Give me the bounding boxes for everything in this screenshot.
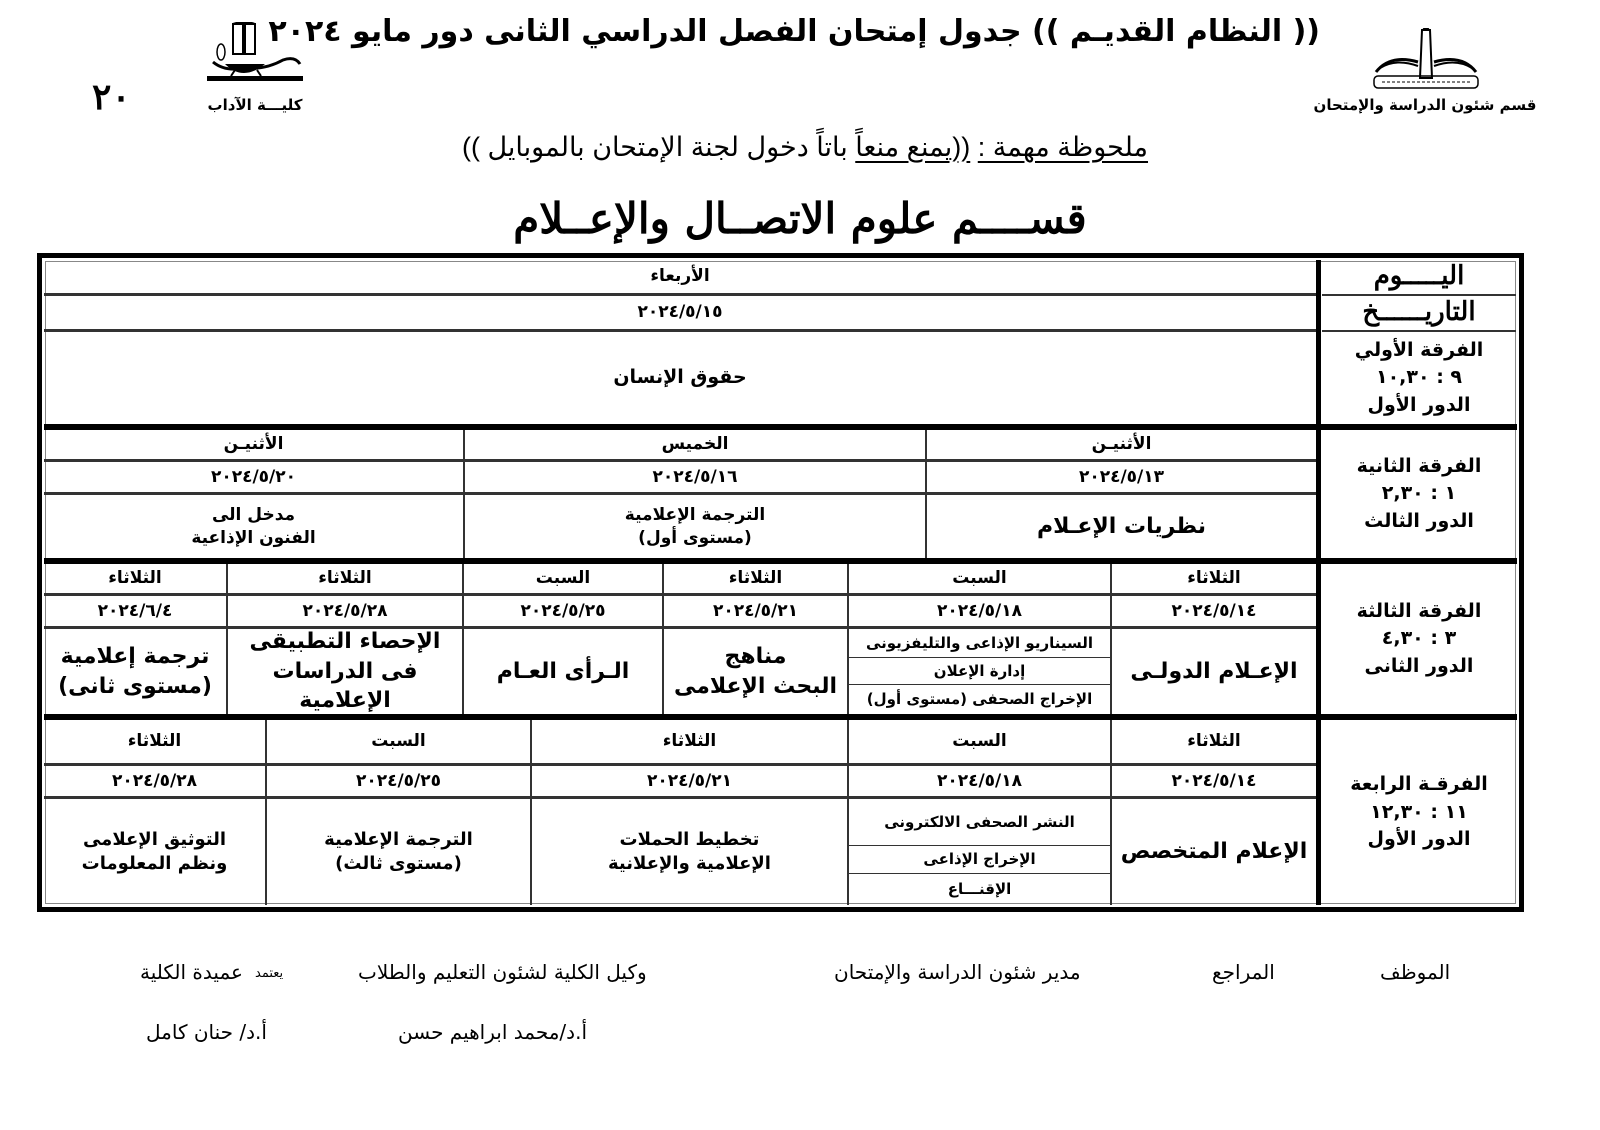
- document-title: (( النظام القديـم )) جدول إمتحان الفصل الدراسي الثانى دور مايو ٢٠٢٤: [268, 14, 1320, 49]
- year-3-exam-2-day: السبت: [847, 564, 1110, 596]
- year-4-exam-3-subject: [530, 799, 847, 905]
- year-4-exam-2-option-3: الإقنـــاع: [847, 874, 1110, 905]
- note-text: باتاً دخول لجنة الإمتحان بالموبايل )): [461, 132, 856, 162]
- label-column-divider: [1316, 260, 1321, 905]
- exam-time: ٣ : ٤,٣٠: [1381, 627, 1457, 650]
- year-2-exam-1-day: الأثنيـن: [925, 430, 1316, 462]
- year-name: الفرقـة الرابعة: [1350, 773, 1488, 796]
- year-1-label: [1322, 332, 1516, 424]
- year-4-exam-1-subject: [1110, 799, 1316, 905]
- year-3-exam-2-option-1: السيناريو الإذاعى والتليفزيونى: [847, 629, 1110, 658]
- year-4-label: [1322, 720, 1516, 905]
- subject-line: الترجمة الإعلامية: [624, 504, 766, 525]
- faculty-name: كليـــة الآداب: [207, 96, 303, 114]
- approve-label: يعتمد: [255, 966, 284, 981]
- year-3-exam-6-day: الثلاثاء: [44, 564, 226, 596]
- page-number: ٢٠: [92, 76, 131, 118]
- subject-line: الإعـلام الدولـى: [1130, 658, 1298, 684]
- subject-line: (مستوى ثالث): [335, 853, 462, 874]
- year-3-exam-3-date: ٢٠٢٤/٥/٢١: [662, 596, 847, 629]
- subject-line: ونظم المعلومات: [81, 853, 228, 874]
- year-2-label: [1322, 430, 1516, 558]
- year-3-label: [1322, 564, 1516, 714]
- year-3-exam-5-subject: [226, 629, 462, 714]
- year-4-exam-2-date: ٢٠٢٤/٥/١٨: [847, 766, 1110, 799]
- faculty-lamp-logo-icon: [205, 22, 305, 86]
- subject-line: نظريات الإعـلام: [1037, 513, 1206, 539]
- year-2-exam-3-day: الأثنيـن: [44, 430, 463, 462]
- year-4-exam-5-subject: [44, 799, 265, 905]
- exam-floor: الدور الثانى: [1364, 654, 1474, 677]
- year-4-exam-4-date: ٢٠٢٤/٥/٢٥: [265, 766, 530, 799]
- year-4-exam-4-subject: [265, 799, 530, 905]
- year-4-exam-4-day: السبت: [265, 720, 530, 766]
- exam-floor: الدور الثالث: [1364, 509, 1474, 532]
- year-1-exam-1-subject: [44, 332, 1316, 424]
- subject-line: تخطيط الحملات: [619, 828, 760, 850]
- subject-line: فى الدراسات الإعلامية: [272, 658, 418, 714]
- exam-floor: الدور الأول: [1367, 828, 1471, 851]
- year-2-exam-2-date: ٢٠٢٤/٥/١٦: [463, 462, 925, 495]
- year-3-exam-4-day: السبت: [462, 564, 662, 596]
- year-name: الفرقة الثالثة: [1356, 599, 1482, 622]
- year-2-exam-1-date: ٢٠٢٤/٥/١٣: [925, 462, 1316, 495]
- year-4-exam-5-date: ٢٠٢٤/٥/٢٨: [44, 766, 265, 799]
- employee-signature-label: الموظف: [1380, 960, 1451, 984]
- subject-line: حقوق الإنسان: [613, 366, 747, 389]
- year-4-exam-1-date: ٢٠٢٤/٥/١٤: [1110, 766, 1316, 799]
- subject-line: ترجمة إعلامية: [60, 643, 210, 669]
- university-obelisk-logo-icon: [1370, 28, 1482, 90]
- reviewer-signature-label: المراجع: [1212, 960, 1275, 984]
- subject-line: التوثيق الإعلامى: [82, 828, 227, 850]
- subject-line: البحث الإعلامى: [673, 673, 838, 699]
- year-3-exam-1-date: ٢٠٢٤/٥/١٤: [1110, 596, 1316, 629]
- year-3-exam-6-date: ٢٠٢٤/٦/٤: [44, 596, 226, 629]
- year-3-exam-4-date: ٢٠٢٤/٥/٢٥: [462, 596, 662, 629]
- study-exams-office-name: قسم شئون الدراسة والإمتحان: [1313, 96, 1537, 114]
- subject-line: (مستوى أول): [638, 527, 752, 548]
- year-3-exam-1-day: الثلاثاء: [1110, 564, 1316, 596]
- year-name: الفرقة الثانية: [1356, 454, 1482, 477]
- subject-line: الإعلام المتخصص: [1120, 839, 1308, 865]
- vice-dean-title: وكيل الكلية لشئون التعليم والطلاب: [358, 960, 647, 984]
- exam-floor: الدور الأول: [1367, 393, 1471, 416]
- day-row-label: اليـــــوم: [1322, 260, 1516, 296]
- year-4-exam-2-day: السبت: [847, 720, 1110, 766]
- subject-line: الإعلامية والإعلانية: [608, 853, 771, 874]
- year-3-exam-2-option-2: إدارة الإعلان: [847, 658, 1110, 685]
- year-3-exam-3-day: الثلاثاء: [662, 564, 847, 596]
- year-3-exam-3-subject: [662, 629, 847, 714]
- year-3-exam-2-date: ٢٠٢٤/٥/١٨: [847, 596, 1110, 629]
- year-3-exam-5-day: الثلاثاء: [226, 564, 462, 596]
- year-1-exam-1-day: الأربعاء: [44, 260, 1316, 296]
- exam-time: ١١ : ١٢,٣٠: [1370, 800, 1468, 823]
- subject-line: الفنون الإذاعية: [191, 527, 316, 548]
- director-signature-label: مدير شئون الدراسة والإمتحان: [834, 960, 1081, 984]
- year-3-exam-1-subject: [1110, 629, 1316, 714]
- subject-line: الترجمة الإعلامية: [324, 828, 473, 850]
- year-4-exam-5-day: الثلاثاء: [44, 720, 265, 766]
- exam-schedule-table: [37, 253, 1524, 912]
- vice-dean-name: أ.د/محمد ابراهيم حسن: [398, 1020, 587, 1044]
- exam-time: ١ : ٢,٣٠: [1381, 482, 1457, 505]
- year-4-exam-2-option-2: الإخراج الإذاعى: [847, 846, 1110, 874]
- note-underlined-text: ((يمنع منعاً: [855, 132, 971, 162]
- year-4-exam-1-day: الثلاثاء: [1110, 720, 1316, 766]
- date-row-label: التاريــــــخ: [1322, 296, 1516, 332]
- year-2-exam-1-subject: [925, 495, 1316, 558]
- year-4-exam-3-date: ٢٠٢٤/٥/٢١: [530, 766, 847, 799]
- year-2-exam-3-date: ٢٠٢٤/٥/٢٠: [44, 462, 463, 495]
- year-2-exam-2-day: الخميس: [463, 430, 925, 462]
- year-2-exam-3-subject: [44, 495, 463, 558]
- subject-line: مناهج: [724, 643, 787, 669]
- subject-line: الـرأى العـام: [496, 658, 630, 684]
- year-3-exam-5-date: ٢٠٢٤/٥/٢٨: [226, 596, 462, 629]
- department-title: قســــم علوم الاتصــال والإعــلام: [513, 194, 1087, 243]
- year-name: الفرقة الأولي: [1354, 338, 1484, 361]
- exam-time: ٩ : ١٠,٣٠: [1375, 366, 1463, 389]
- year-3-exam-4-subject: [462, 629, 662, 714]
- year-4-exam-3-day: الثلاثاء: [530, 720, 847, 766]
- year-1-exam-1-date: ٢٠٢٤/٥/١٥: [44, 296, 1316, 332]
- note-label: ملحوظة مهمة :: [977, 132, 1149, 162]
- important-note: [400, 132, 1210, 163]
- year-3-exam-2-option-3: الإخراج الصحفى (مستوى أول): [847, 685, 1110, 714]
- year-4-exam-2-option-1: النشر الصحفى الالكترونى: [847, 799, 1110, 846]
- subject-line: الإحصاء التطبيقى: [249, 628, 441, 654]
- dean-name: أ.د/ حنان كامل: [146, 1020, 267, 1044]
- dean-title: عميدة الكلية: [140, 960, 243, 984]
- year-3-exam-6-subject: [44, 629, 226, 714]
- subject-line: مدخل الى: [211, 504, 296, 525]
- subject-line: (مستوى ثانى): [58, 673, 212, 699]
- year-2-exam-2-subject: [463, 495, 925, 558]
